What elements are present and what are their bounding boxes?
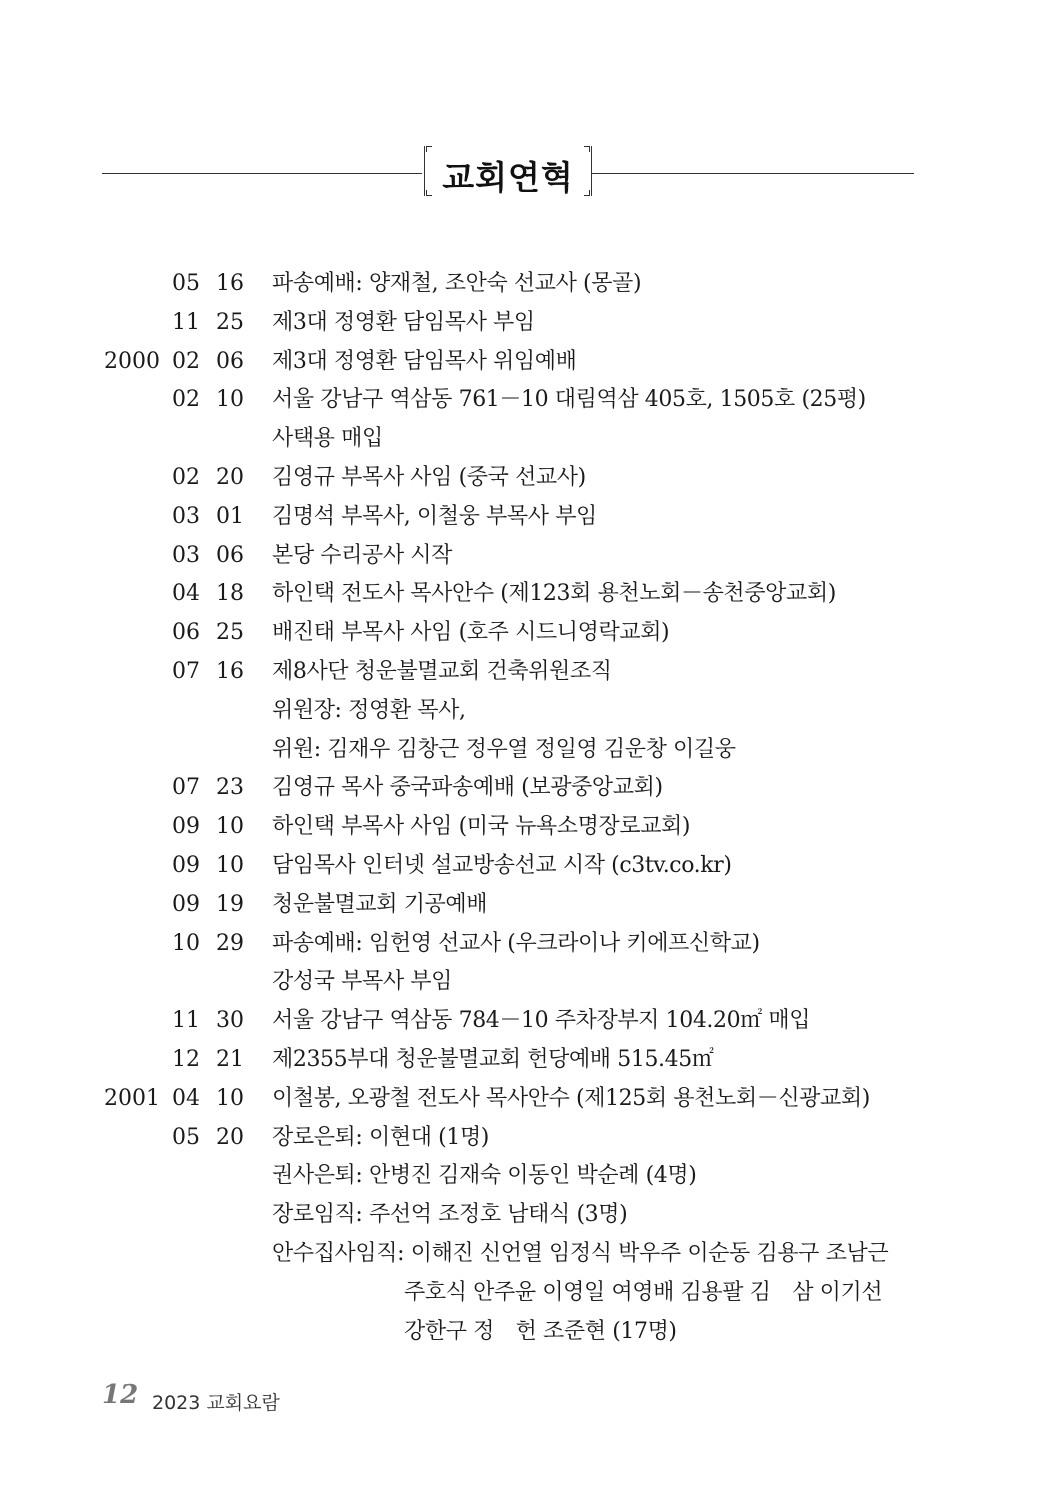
entry-text: 김명석 부목사, 이철웅 부목사 부임 xyxy=(272,503,597,529)
entry-text: 파송예배: 임헌영 선교사 (우크라이나 키에프신학교) xyxy=(272,930,760,956)
entry-text: 하인택 전도사 목사안수 (제123회 용천노회－송천중앙교회) xyxy=(272,581,836,607)
entry-day: 06 xyxy=(216,348,244,374)
entry-text: 강한구 정 헌 조준현 (17명) xyxy=(404,1318,677,1344)
timeline-row xyxy=(0,1196,1049,1235)
timeline-row xyxy=(0,1313,1049,1352)
entry-month: 03 xyxy=(172,503,200,529)
timeline-row xyxy=(0,459,1049,498)
entry-text: 청운불멸교회 기공예배 xyxy=(272,891,488,917)
entry-day: 16 xyxy=(216,658,244,684)
timeline-row xyxy=(0,1119,1049,1158)
timeline-row xyxy=(0,265,1049,304)
page-title: 교회연혁 xyxy=(442,158,574,197)
entry-month: 02 xyxy=(172,348,200,374)
timeline-row xyxy=(0,769,1049,808)
entry-text: 서울 강남구 역삼동 784－10 주차장부지 104.20㎡ 매입 xyxy=(272,1008,811,1034)
entry-text: 제2355부대 청운불멸교회 헌당예배 515.45㎡ xyxy=(272,1046,714,1072)
book-title: 2023 교회요람 xyxy=(152,1392,280,1414)
entry-month: 06 xyxy=(172,620,200,646)
timeline-row xyxy=(0,808,1049,847)
entry-text: 위원장: 정영환 목사, xyxy=(272,697,466,723)
entry-month: 05 xyxy=(172,1124,200,1150)
entry-day: 25 xyxy=(216,309,244,335)
entry-day: 21 xyxy=(216,1046,244,1072)
entry-day: 18 xyxy=(216,581,244,607)
header-rule-right xyxy=(592,173,914,174)
entry-month: 02 xyxy=(172,464,200,490)
title-box xyxy=(424,146,592,196)
timeline-row xyxy=(0,886,1049,925)
timeline-row xyxy=(0,1274,1049,1313)
entry-day: 10 xyxy=(216,814,244,840)
entry-day: 19 xyxy=(216,891,244,917)
timeline-row xyxy=(0,925,1049,964)
timeline-row xyxy=(0,692,1049,731)
timeline-row xyxy=(0,381,1049,420)
entry-text: 하인택 부목사 사임 (미국 뉴욕소명장로교회) xyxy=(272,814,691,840)
entry-text: 담임목사 인터넷 설교방송선교 시작 (c3tv.co.kr) xyxy=(272,852,732,878)
entry-month: 11 xyxy=(172,1008,200,1034)
entry-text: 제8사단 청운불멸교회 건축위원조직 xyxy=(272,658,612,684)
entry-day: 10 xyxy=(216,1085,244,1111)
entry-text: 강성국 부목사 부임 xyxy=(272,969,453,995)
entry-month: 09 xyxy=(172,891,200,917)
timeline-row xyxy=(0,614,1049,653)
entry-text: 주호식 안주윤 이영일 여영배 김용팔 김 삼 이기선 xyxy=(404,1279,883,1305)
entry-text: 위원: 김재우 김창근 정우열 정일영 김운창 이길웅 xyxy=(272,736,736,762)
history-timeline xyxy=(0,265,1049,1351)
entry-text: 이철봉, 오광철 전도사 목사안수 (제125회 용천노회－신광교회) xyxy=(272,1085,870,1111)
entry-day: 10 xyxy=(216,387,244,413)
entry-day: 06 xyxy=(216,542,244,568)
entry-month: 05 xyxy=(172,271,200,296)
entry-text: 배진태 부목사 사임 (호주 시드니영락교회) xyxy=(272,620,670,646)
timeline-row xyxy=(0,1157,1049,1196)
entry-day: 30 xyxy=(216,1008,244,1034)
timeline-row xyxy=(0,537,1049,576)
entry-text: 사택용 매입 xyxy=(272,426,383,452)
timeline-row xyxy=(0,847,1049,886)
entry-day: 29 xyxy=(216,930,244,956)
entry-text: 제3대 정영환 담임목사 위임예배 xyxy=(272,348,577,374)
entry-day: 25 xyxy=(216,620,244,646)
entry-text: 본당 수리공사 시작 xyxy=(272,542,453,568)
entry-month: 04 xyxy=(172,581,200,607)
entry-day: 01 xyxy=(216,503,244,529)
entry-text: 제3대 정영환 담임목사 부임 xyxy=(272,309,535,335)
entry-month: 09 xyxy=(172,814,200,840)
timeline-row xyxy=(0,1041,1049,1080)
entry-text: 장로은퇴: 이현대 (1명) xyxy=(272,1124,489,1150)
page-number: 12 xyxy=(102,1380,139,1410)
timeline-row xyxy=(0,575,1049,614)
timeline-row xyxy=(0,963,1049,1002)
timeline-row xyxy=(0,1080,1049,1119)
timeline-row xyxy=(0,653,1049,692)
timeline-row xyxy=(0,1235,1049,1274)
entry-month: 03 xyxy=(172,542,200,568)
timeline-row xyxy=(0,1002,1049,1041)
entry-month: 11 xyxy=(172,309,200,335)
timeline-row xyxy=(0,420,1049,459)
entry-month: 02 xyxy=(172,387,200,413)
timeline-row xyxy=(0,304,1049,343)
entry-text: 김영규 부목사 사임 (중국 선교사) xyxy=(272,464,586,490)
entry-month: 10 xyxy=(172,930,200,956)
entry-month: 07 xyxy=(172,658,200,684)
entry-text: 김영규 목사 중국파송예배 (보광중앙교회) xyxy=(272,775,663,801)
timeline-row xyxy=(0,731,1049,770)
entry-day: 23 xyxy=(216,775,244,801)
entry-text: 안수집사임직: 이해진 신언열 임정식 박우주 이순동 김용구 조남근 xyxy=(272,1240,889,1266)
entry-day: 20 xyxy=(216,464,244,490)
entry-month: 09 xyxy=(172,852,200,878)
timeline-row xyxy=(0,343,1049,382)
entry-day: 16 xyxy=(216,271,244,296)
entry-month: 12 xyxy=(172,1046,200,1072)
entry-month: 07 xyxy=(172,775,200,801)
timeline-row xyxy=(0,498,1049,537)
entry-text: 서울 강남구 역삼동 761－10 대림역삼 405호, 1505호 (25평) xyxy=(272,387,866,413)
entry-day: 20 xyxy=(216,1124,244,1150)
entry-text: 장로임직: 주선억 조정호 남태식 (3명) xyxy=(272,1202,628,1228)
entry-year: 2001 xyxy=(104,1085,160,1111)
section-header xyxy=(102,146,914,202)
entry-text: 파송예배: 양재철, 조안숙 선교사 (몽골) xyxy=(272,271,642,296)
header-rule-left xyxy=(102,173,422,174)
entry-day: 10 xyxy=(216,852,244,878)
entry-text: 권사은퇴: 안병진 김재숙 이동인 박순례 (4명) xyxy=(272,1163,697,1189)
entry-month: 04 xyxy=(172,1085,200,1111)
entry-year: 2000 xyxy=(104,348,160,374)
